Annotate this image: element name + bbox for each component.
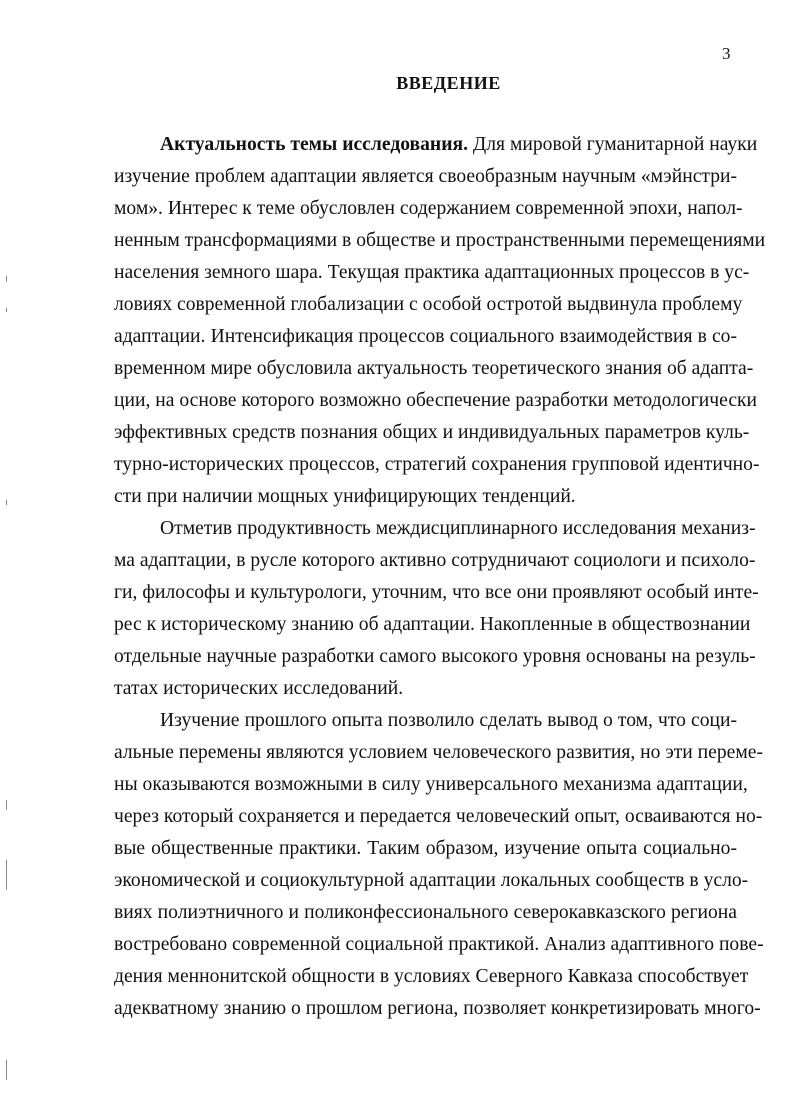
text-line: изучение проблем адаптации является своеобразным научным «мэйнстри- [114,166,737,187]
text-line: ненным трансформациями в обществе и пространственными перемещениями [114,230,766,251]
scan-artifact [6,276,7,282]
page-title: ВВЕДЕНИЕ [396,73,501,93]
text-line: Отметив продуктивность междисциплинарного исследования механиз- [160,518,756,539]
scan-artifact [6,308,7,312]
text-line: Изучение прошлого опыта позволило сделать вывод о том, что соци- [160,710,737,731]
text-line: населения земного шара. Текущая практика адаптационных процессов в ус- [114,262,750,283]
document-body [114,129,766,1025]
text-line: ловиях современной глобализации с особой остротой выдвинула проблему [114,294,743,315]
text-line: альные перемены являются условием человеческого развития, но эти переме- [114,742,763,763]
text-line: адаптации. Интенсификация процессов социального взаимодействия в со- [114,326,737,347]
text-line: востребовано современной социальной практикой. Анализ адаптивного пове- [114,934,764,955]
scan-artifact [6,860,7,890]
text-line: мом». Интерес к теме обусловлен содержанием современной эпохи, напол- [114,198,743,219]
text-line: адекватному знанию о прошлом региона, позволяет конкретизировать много- [114,998,761,1019]
text-line: ны оказываются возможными в силу универсального механизма адаптации, [114,774,748,795]
scan-artifact [6,800,7,810]
paragraph-2 [114,513,759,705]
text-line: виях полиэтничного и поликонфессионального северокавказского региона [114,902,737,923]
paragraph-lead: Актуальность темы исследования. [160,134,468,155]
paragraph-1 [114,129,766,513]
text-line: эффективных средств познания общих и индивидуальных параметров куль- [114,422,750,443]
text-line: сти при наличии мощных унифицирующих тенденций. [114,486,576,507]
text-line: турно-исторических процессов, стратегий сохранения групповой идентично- [114,454,760,475]
text-line [114,129,758,161]
text-line: рес к историческому знанию об адаптации. Накопленные в обществознании [114,614,751,635]
text-line: татах исторических исследований. [114,678,404,699]
text-line: ма адаптации, в русле которого активно сотрудничают социологи и психоло- [114,550,756,571]
scan-artifact [6,1060,7,1080]
text-line: экономической и социокультурной адаптации локальных сообществ в усло- [114,870,749,891]
text-line: ги, философы и культурологи, уточним, что все они проявляют особый инте- [114,582,759,603]
text-line-content: Для мировой гуманитарной науки [472,134,758,155]
text-line: временном мире обусловила актуальность теоретического знания об адапта- [114,358,754,379]
scan-artifact [6,500,7,505]
text-line: через который сохраняется и передается человеческий опыт, осваиваются но- [114,806,763,827]
text-line: вые общественные практики. Таким образом, изучение опыта социально- [114,838,737,859]
text-line: отдельные научные разработки самого высокого уровня основаны на резуль- [114,646,756,667]
text-line: дения меннонитской общности в условиях Северного Кавказа способствует [114,966,749,987]
page-number: 3 [722,44,731,63]
text-line: ции, на основе которого возможно обеспечение разработки методологически [114,390,758,411]
paragraph-3 [114,705,764,1025]
